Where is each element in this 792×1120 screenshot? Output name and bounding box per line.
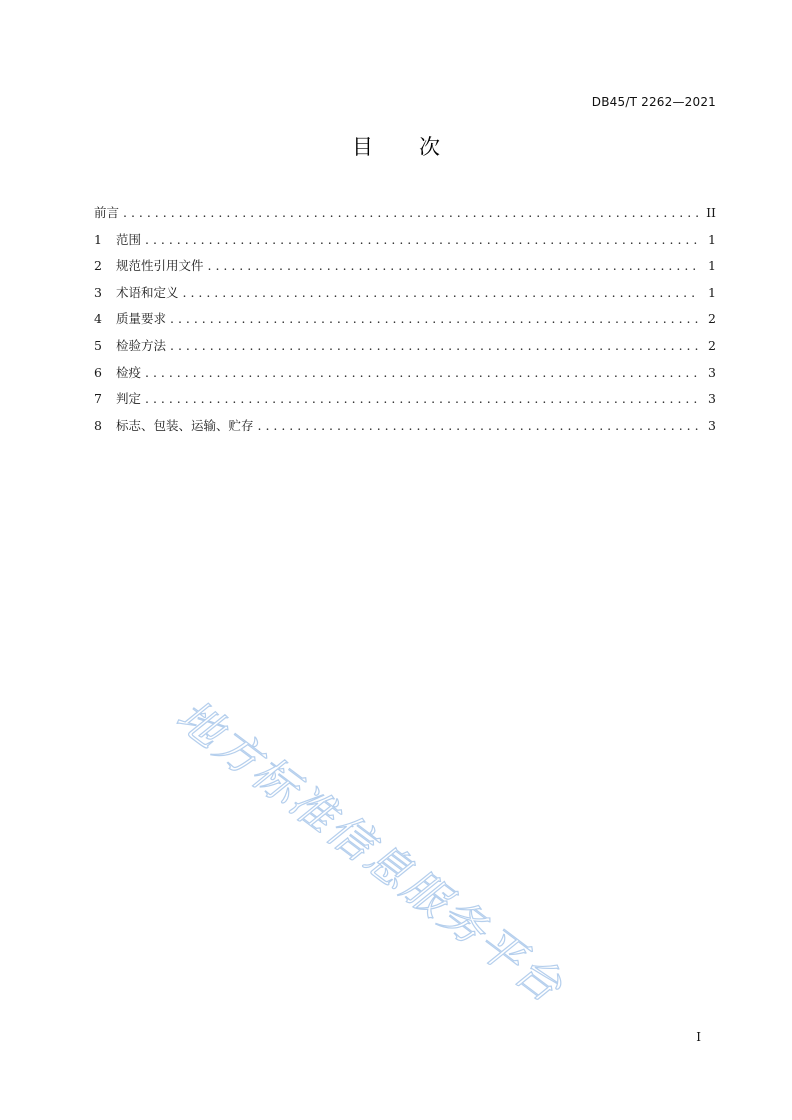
toc-leader-dots (145, 389, 700, 409)
toc-entry-marking-packaging[interactable] (94, 416, 716, 443)
toc-leader-dots (258, 416, 700, 436)
toc-entry-number: 3 (94, 284, 102, 300)
toc-leader-dots (208, 256, 700, 276)
toc-entry-page: 2 (708, 311, 716, 327)
toc-entry-number: 4 (94, 311, 102, 327)
toc-entry-test-methods[interactable] (94, 336, 716, 363)
toc-entry-number: 7 (94, 391, 102, 407)
toc-entry-title: 检验方法 (116, 337, 167, 353)
toc-entry-title: 规范性引用文件 (116, 258, 204, 274)
page-number: I (696, 1030, 701, 1044)
table-of-contents (94, 203, 716, 442)
toc-leader-dots (170, 336, 700, 356)
toc-leader-dots (170, 309, 700, 329)
document-code: DB45/T 2262—2021 (591, 95, 716, 109)
toc-entry-quality-requirements[interactable] (94, 309, 716, 336)
toc-entry-scope[interactable] (94, 230, 716, 257)
toc-leader-dots (145, 363, 700, 383)
watermark: 地方标准信息服务平台 (166, 690, 573, 1014)
toc-entry-page: II (706, 205, 716, 220)
toc-leader-dots (183, 283, 700, 303)
toc-entry-number: 2 (94, 258, 102, 274)
toc-leader-dots (123, 203, 700, 223)
toc-entry-judgment[interactable] (94, 389, 716, 416)
toc-entry-page: 3 (708, 417, 716, 433)
toc-entry-number: 8 (94, 417, 102, 433)
toc-entry-title: 判定 (116, 391, 142, 407)
page-title: 目次 (352, 135, 486, 159)
toc-entry-page: 3 (708, 364, 716, 380)
toc-entry-title: 标志、包装、运输、贮存 (116, 417, 254, 433)
toc-entry-number: 6 (94, 364, 102, 380)
toc-entry-foreword[interactable] (94, 203, 716, 230)
toc-entry-terms-definitions[interactable] (94, 283, 716, 310)
toc-entry-title: 前言 (94, 205, 120, 220)
toc-entry-normative-references[interactable] (94, 256, 716, 283)
toc-entry-title: 范围 (116, 231, 142, 247)
toc-entry-page: 3 (708, 391, 716, 407)
toc-entry-page: 1 (708, 258, 716, 274)
toc-entry-number: 5 (94, 337, 102, 353)
toc-entry-quarantine[interactable] (94, 363, 716, 390)
toc-leader-dots (145, 230, 700, 250)
toc-entry-number: 1 (94, 231, 102, 247)
toc-entry-title: 术语和定义 (116, 284, 179, 300)
toc-entry-page: 1 (708, 231, 716, 247)
toc-entry-title: 质量要求 (116, 311, 167, 327)
toc-entry-page: 2 (708, 337, 716, 353)
toc-entry-page: 1 (708, 284, 716, 300)
toc-entry-title: 检疫 (116, 364, 142, 380)
